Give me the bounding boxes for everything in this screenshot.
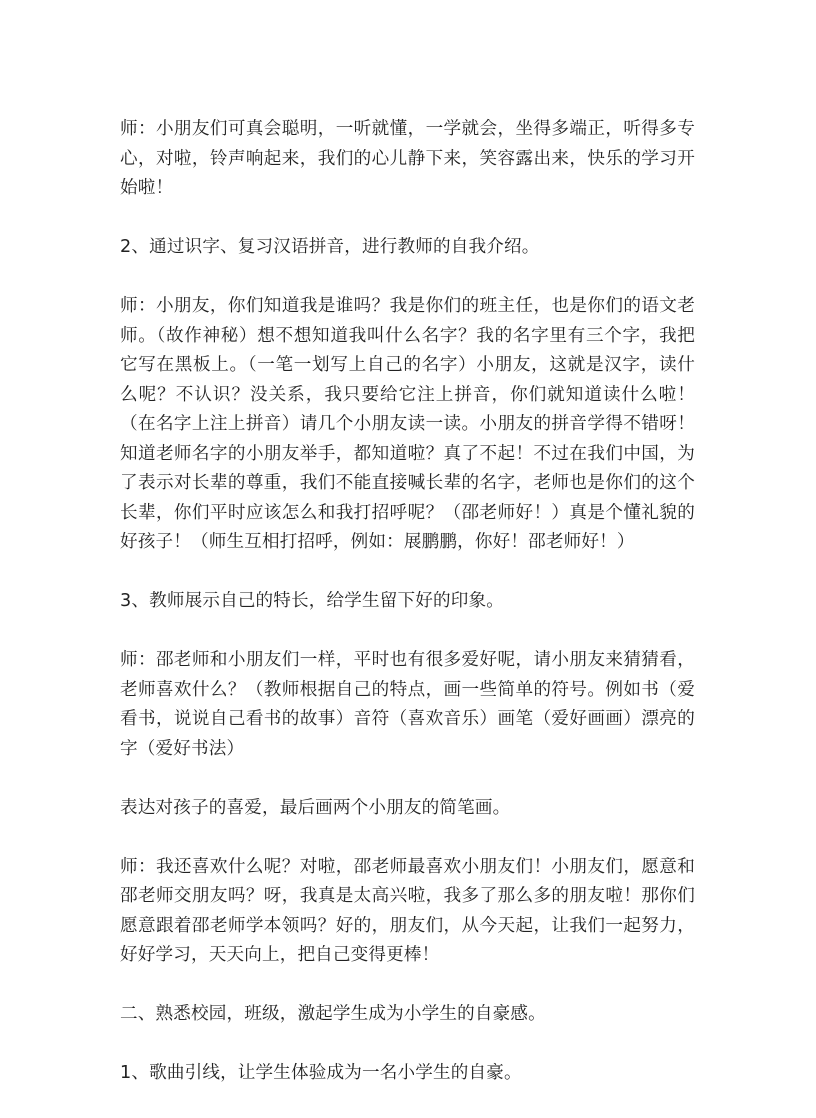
- paragraph-9: 1、歌曲引线，让学生体验成为一名小学生的自豪。: [120, 1063, 522, 1083]
- paragraph-2: 2、通过识字、复习汉语拼音，进行教师的自我介绍。: [120, 237, 540, 257]
- paragraph-4: 3、教师展示自己的特长，给学生留下好的印象。: [120, 591, 504, 611]
- paragraph-7: 师：我还喜欢什么呢？对啦，邵老师最喜欢小朋友们！小朋友们，愿意和邵老师交朋友吗？呀，我真是太高兴啦，我多了那么多的朋友啦！那你们愿意跟着邵老师学本领吗？好的，朋友们，从今天起，让我们一起努力，好好学习，天天向上，把自己变得更棒！: [120, 856, 695, 965]
- paragraph-5: 师：邵老师和小朋友们一样，平时也有很多爱好呢，请小朋友来猜猜看，老师喜欢什么？（教师根据自己的特点，画一些简单的符号。例如书（爱看书，说说自己看书的故事）音符（喜欢音乐）画笔（爱好画画）漂亮的字（爱好书法）: [120, 650, 695, 759]
- document-body: [120, 115, 695, 1118]
- paragraph-1: 师：小朋友们可真会聪明，一听就懂，一学就会，坐得多端正，听得多专心，对啦，铃声响起来，我们的心儿静下来，笑容露出来，快乐的学习开始啦！: [120, 119, 695, 198]
- paragraph-8: 二、熟悉校园，班级，激起学生成为小学生的自豪感。: [120, 1004, 546, 1024]
- paragraph-6: 表达对孩子的喜爱，最后画两个小朋友的简笔画。: [120, 797, 511, 818]
- paragraph-3: 师：小朋友，你们知道我是谁吗？我是你们的班主任，也是你们的语文老师。（故作神秘）想不想知道我叫什么名字？我的名字里有三个字，我把它写在黑板上。（一笔一划写上自己的名字）小朋友，这就是汉字，读什么呢？不认识？没关系，我只要给它注上拼音，你们就知道读什么啦！（在名字上注上拼音）请几个小朋友读一读。小朋友的拼音学得不错呀！知道老师名字的小朋友举手，都知道啦？真了不起！不过在我们中国，为了表示对长辈的尊重，我们不能直接喊长辈的名字，老师也是你们的这个长辈，你们平时应该怎么和我打招呼呢？（邵老师好！）真是个懂礼貌的好孩子！（师生互相打招呼，例如：展鹏鹏，你好！邵老师好！）: [120, 296, 695, 552]
